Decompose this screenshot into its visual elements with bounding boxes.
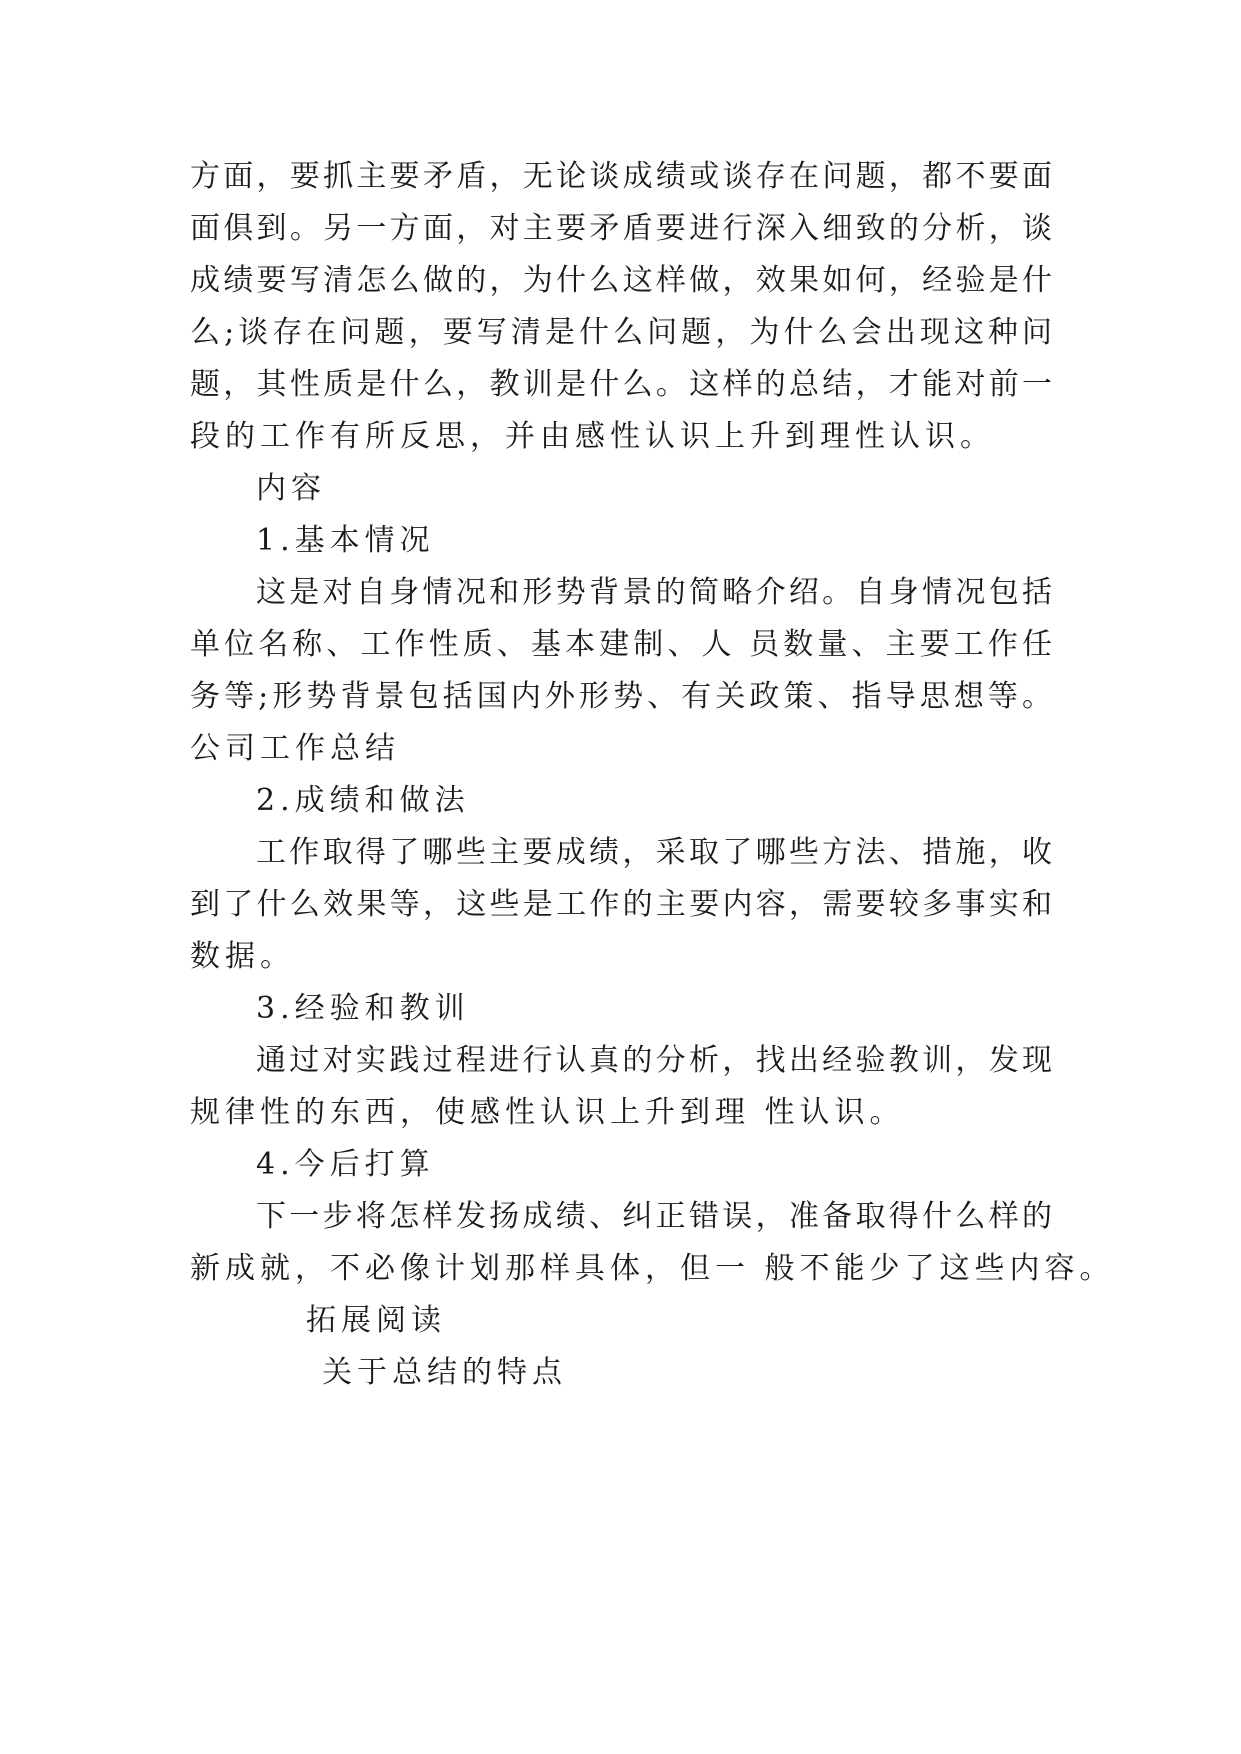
paragraph-line: 这是对自身情况和形势背景的简略介绍。自身情况包括 xyxy=(256,575,1052,610)
paragraph-line: 到了什么效果等，这些是工作的主要内容，需要较多事实和 xyxy=(190,887,1052,922)
heading-lessons: 3.经验和教训 xyxy=(256,991,470,1026)
heading-basic-situation: 1.基本情况 xyxy=(256,523,435,558)
heading-extended-reading: 拓展阅读 xyxy=(306,1303,446,1338)
paragraph-line: 通过对实践过程进行认真的分析，找出经验教训，发现 xyxy=(256,1043,1052,1078)
paragraph-line: 下一步将怎样发扬成绩、纠正错误，准备取得什么样的 xyxy=(256,1199,1052,1234)
paragraph-line: 公司工作总结 xyxy=(190,731,400,766)
paragraph-line: 单位名称、工作性质、基本建制、人 员数量、主要工作任 xyxy=(190,627,1052,662)
paragraph-line: 数据。 xyxy=(190,939,295,974)
paragraph-line: 题，其性质是什么，教训是什么。这样的总结，才能对前一 xyxy=(190,367,1052,402)
paragraph-line: 面俱到。另一方面，对主要矛盾要进行深入细致的分析，谈 xyxy=(190,211,1052,246)
paragraph-line: 工作取得了哪些主要成绩，采取了哪些方法、措施，收 xyxy=(256,835,1052,870)
heading-summary-features: 关于总结的特点 xyxy=(322,1355,567,1390)
paragraph-line: 新成就，不必像计划那样具体，但一 般不能少了这些内容。 xyxy=(190,1251,1115,1286)
paragraph-line: 务等;形势背景包括国内外形势、有关政策、指导思想等。 xyxy=(190,679,1052,714)
paragraph-line: 么;谈存在问题，要写清是什么问题，为什么会出现这种问 xyxy=(190,315,1052,350)
section-heading-content: 内容 xyxy=(256,471,326,506)
paragraph-line: 成绩要写清怎么做的，为什么这样做，效果如何，经验是什 xyxy=(190,263,1052,298)
heading-future-plans: 4.今后打算 xyxy=(256,1147,435,1182)
paragraph-line: 段的工作有所反思，并由感性认识上升到理性认识。 xyxy=(190,419,995,454)
paragraph-line: 规律性的东西，使感性认识上升到理 性认识。 xyxy=(190,1095,905,1130)
heading-achievements: 2.成绩和做法 xyxy=(256,783,470,818)
paragraph-line: 方面，要抓主要矛盾，无论谈成绩或谈存在问题，都不要面 xyxy=(190,159,1052,194)
